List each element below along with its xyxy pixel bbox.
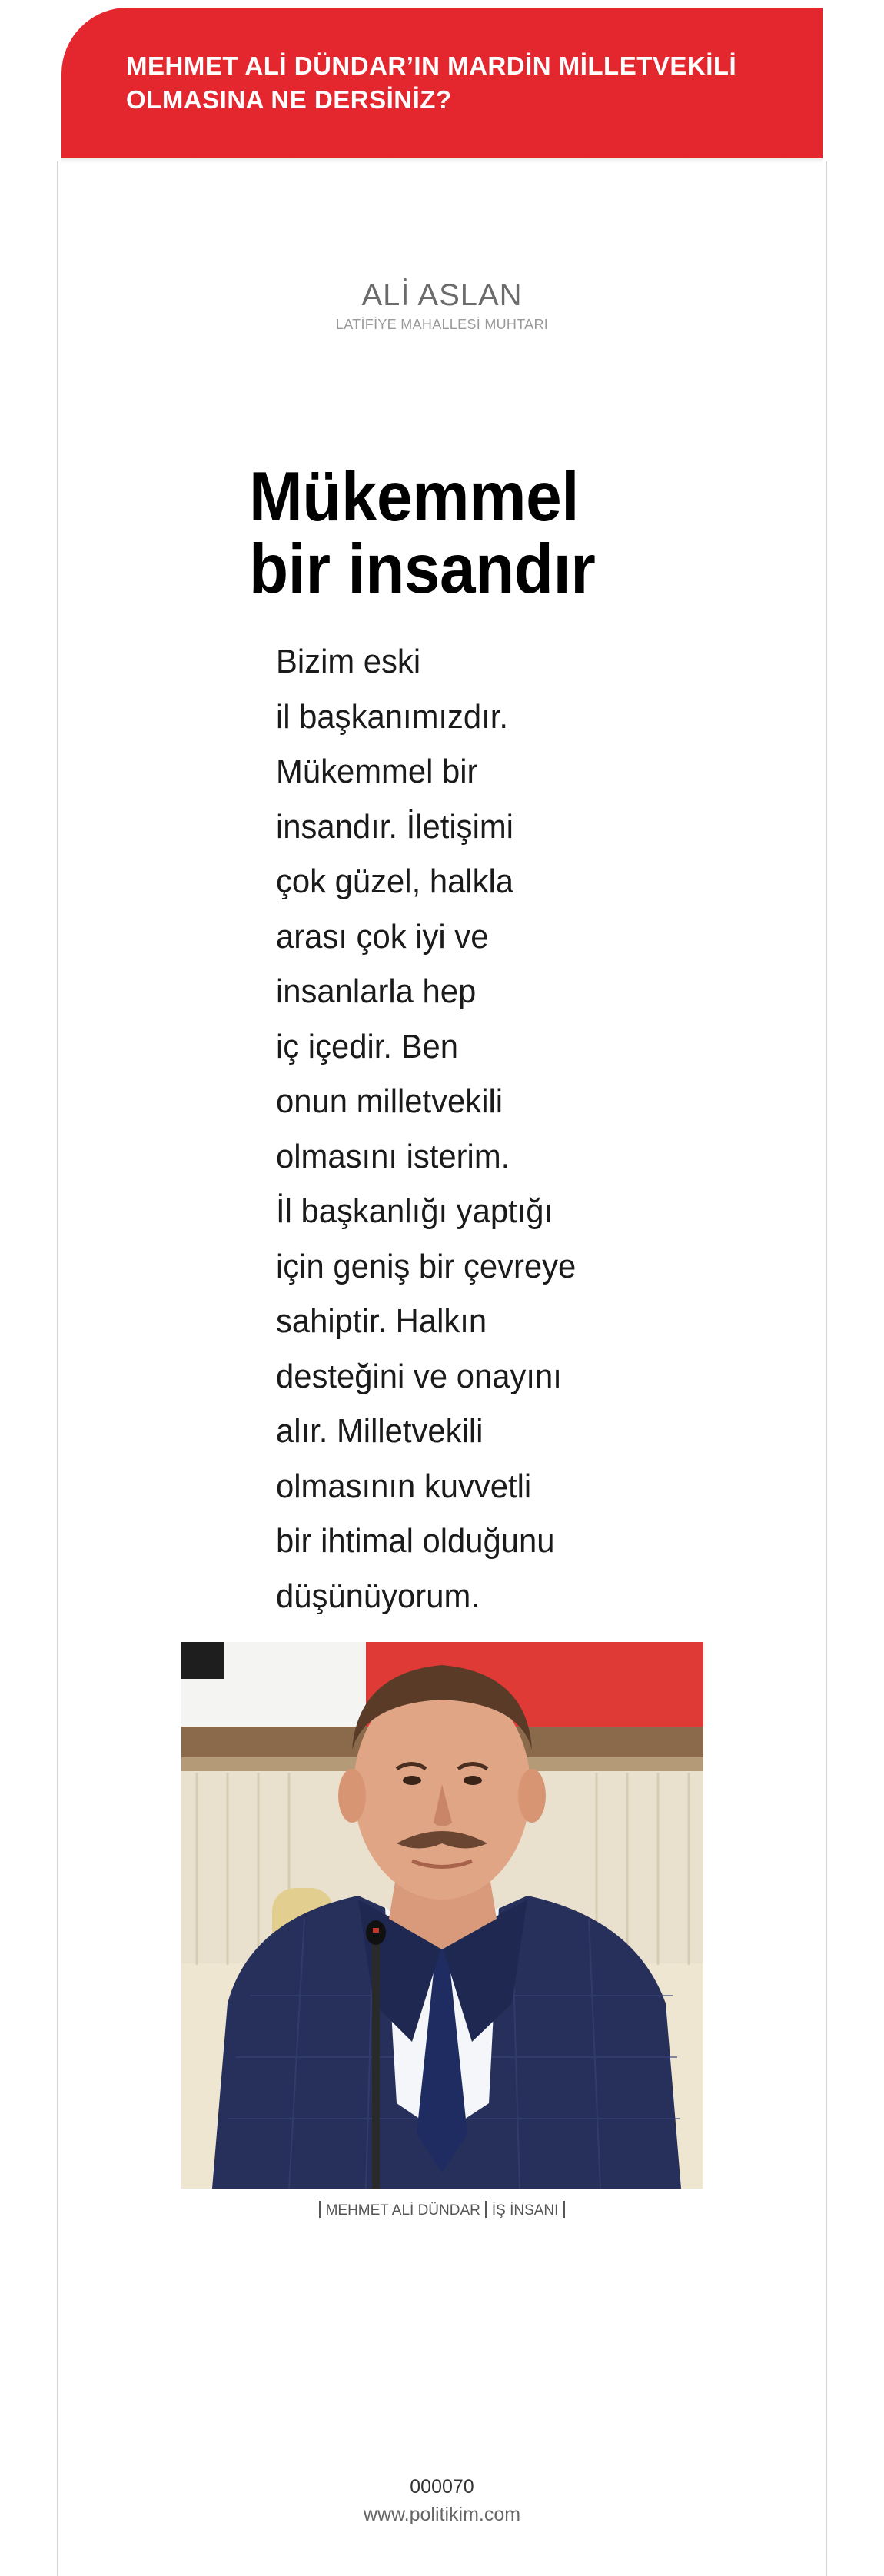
- respondent-name: ALİ ASLAN: [361, 278, 523, 312]
- body-line: iç içedir. Ben: [276, 1027, 458, 1065]
- body-line: çok güzel, halkla: [276, 863, 514, 900]
- headline-line-2: bir insandır: [249, 530, 596, 608]
- body-line: Bizim eski: [276, 643, 421, 680]
- website-link[interactable]: www.politikim.com: [363, 2504, 521, 2525]
- body-line: insanlarla hep: [276, 972, 477, 1010]
- body-line: onun milletvekili: [276, 1082, 503, 1120]
- body-line: için geniş bir çevreye: [276, 1247, 577, 1285]
- portrait-illustration: [181, 1642, 703, 2189]
- article-headline: [249, 458, 673, 608]
- body-line: alır. Milletvekili: [276, 1412, 484, 1450]
- survey-question: MEHMET ALİ DÜNDAR’IN MARDİN MİLLETVEKİLİ OLMASINA NE DERSİNİZ?: [126, 52, 737, 114]
- respondent-title: LATİFİYE MAHALLESİ MUHTARI: [335, 317, 549, 332]
- body-line: Mükemmel bir: [276, 753, 478, 790]
- page-footer: [0, 2474, 884, 2528]
- caption-name: MEHMET ALİ DÜNDAR: [325, 2202, 480, 2219]
- body-line: sahiptir. Halkın: [276, 1302, 487, 1340]
- body-line: insandır. İletişimi: [276, 807, 513, 846]
- body-line: il başkanımızdır.: [276, 697, 509, 736]
- body-line: düşünüyorum.: [276, 1577, 480, 1615]
- body-line: desteğini ve onayını: [276, 1357, 562, 1395]
- portrait-photo: [181, 1642, 703, 2189]
- body-line: bir ihtimal olduğunu: [276, 1522, 555, 1560]
- caption-divider: [563, 2201, 565, 2218]
- page-number: 000070: [410, 2476, 474, 2498]
- body-line: olmasını isterim.: [276, 1137, 510, 1175]
- body-line: olmasının kuvvetli: [276, 1467, 532, 1505]
- caption-role: İŞ İNSANI: [491, 2202, 559, 2219]
- question-banner: [61, 8, 823, 158]
- headline-line-1: Mükemmel: [249, 458, 580, 536]
- body-line: arası çok iyi ve: [276, 917, 489, 956]
- banner-shadow: [61, 158, 823, 163]
- article-body: [276, 634, 620, 1624]
- photo-caption: [0, 2201, 884, 2221]
- caption-divider: [485, 2201, 487, 2218]
- caption-divider: [319, 2201, 321, 2218]
- body-line: İl başkanlığı yaptığı: [276, 1192, 553, 1230]
- respondent-block: [0, 277, 884, 334]
